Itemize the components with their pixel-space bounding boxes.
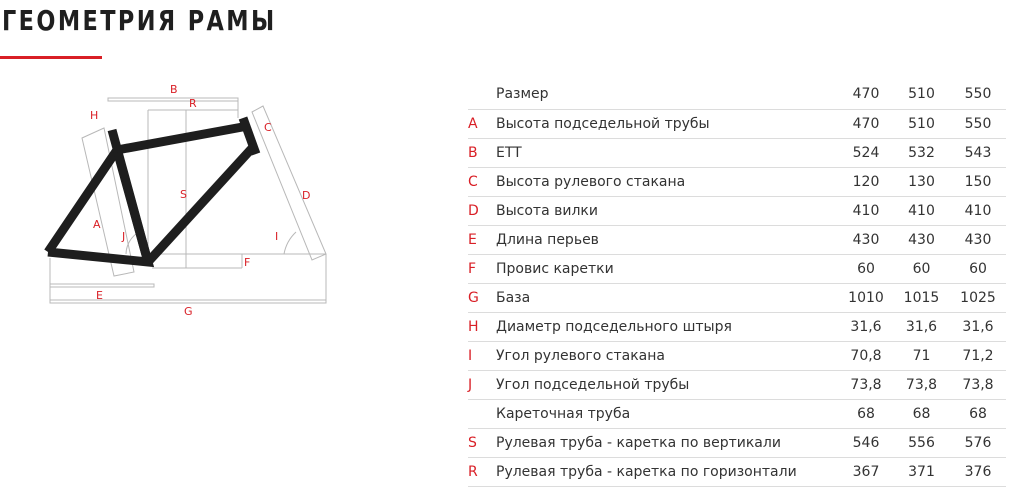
table-row: [468, 341, 1006, 370]
page-title: ГЕОМЕТРИЯ РАМЫ: [2, 4, 277, 37]
table-row: [468, 457, 1006, 486]
row-value-size-3: 376: [950, 457, 1006, 486]
table-row: [468, 312, 1006, 341]
row-value-size-3: 31,6: [950, 312, 1006, 341]
row-value-size-3: 150: [950, 167, 1006, 196]
row-value-size-1: 60: [839, 254, 893, 283]
title-underline: [0, 56, 102, 59]
row-value-size-1: 120: [839, 167, 893, 196]
row-value-size-3: 430: [950, 225, 1006, 254]
guide-lines: [50, 98, 326, 303]
table-row: [468, 109, 1006, 138]
table-row: [468, 399, 1006, 428]
row-value-size-2: 60: [893, 254, 950, 283]
label-r: R: [189, 97, 197, 110]
row-value-size-1: 73,8: [839, 370, 893, 399]
row-letter: [468, 399, 496, 428]
row-value-size-1: 410: [839, 196, 893, 225]
row-letter: F: [468, 254, 496, 283]
row-value-size-3: 410: [950, 196, 1006, 225]
row-letter: S: [468, 428, 496, 457]
row-value-size-2: 71: [893, 341, 950, 370]
row-letter: [468, 80, 496, 109]
row-value-size-2: 430: [893, 225, 950, 254]
geometry-table: [468, 80, 1006, 487]
label-g: G: [184, 305, 193, 318]
row-parameter: Кареточная труба: [496, 399, 839, 428]
row-value-size-2: 510: [893, 80, 950, 109]
row-value-size-3: 1025: [950, 283, 1006, 312]
label-a: A: [93, 218, 101, 231]
row-value-size-3: 73,8: [950, 370, 1006, 399]
row-value-size-2: 73,8: [893, 370, 950, 399]
row-value-size-3: 550: [950, 80, 1006, 109]
row-value-size-2: 1015: [893, 283, 950, 312]
table-row: [468, 283, 1006, 312]
row-parameter: Длина перьев: [496, 225, 839, 254]
row-value-size-2: 31,6: [893, 312, 950, 341]
row-parameter: Провис каретки: [496, 254, 839, 283]
label-i: I: [275, 230, 279, 243]
row-parameter: Высота рулевого стакана: [496, 167, 839, 196]
row-value-size-3: 60: [950, 254, 1006, 283]
row-parameter: Высота вилки: [496, 196, 839, 225]
row-parameter: Рулевая труба - каретка по горизонтали: [496, 457, 839, 486]
row-letter: G: [468, 283, 496, 312]
label-e: E: [96, 289, 103, 302]
row-value-size-3: 550: [950, 109, 1006, 138]
frame-tubes: [48, 118, 256, 262]
row-parameter: Диаметр подседельного штыря: [496, 312, 839, 341]
row-value-size-1: 68: [839, 399, 893, 428]
table-row: [468, 196, 1006, 225]
row-parameter: Угол подседельной трубы: [496, 370, 839, 399]
row-value-size-2: 410: [893, 196, 950, 225]
row-letter: C: [468, 167, 496, 196]
row-value-size-1: 31,6: [839, 312, 893, 341]
label-c: C: [264, 121, 272, 134]
row-letter: A: [468, 109, 496, 138]
row-value-size-2: 371: [893, 457, 950, 486]
geometry-table-body: [468, 80, 1006, 486]
frame-geometry-diagram: [30, 78, 340, 318]
row-value-size-2: 68: [893, 399, 950, 428]
table-row: [468, 428, 1006, 457]
row-letter: E: [468, 225, 496, 254]
row-value-size-2: 130: [893, 167, 950, 196]
label-s: S: [180, 188, 187, 201]
row-value-size-2: 556: [893, 428, 950, 457]
row-letter: R: [468, 457, 496, 486]
row-value-size-1: 367: [839, 457, 893, 486]
table-row: [468, 80, 1006, 109]
row-letter: B: [468, 138, 496, 167]
table-row: [468, 167, 1006, 196]
row-parameter: База: [496, 283, 839, 312]
label-h: H: [90, 109, 99, 122]
row-parameter: Рулевая труба - каретка по вертикали: [496, 428, 839, 457]
label-f: F: [244, 256, 251, 269]
row-parameter: Высота подседельной трубы: [496, 109, 839, 138]
table-row: [468, 254, 1006, 283]
row-value-size-2: 532: [893, 138, 950, 167]
row-parameter: ETT: [496, 138, 839, 167]
row-value-size-1: 430: [839, 225, 893, 254]
row-value-size-1: 470: [839, 109, 893, 138]
label-d: D: [302, 189, 311, 202]
row-value-size-1: 524: [839, 138, 893, 167]
row-value-size-3: 71,2: [950, 341, 1006, 370]
table-row: [468, 225, 1006, 254]
table-row: [468, 370, 1006, 399]
row-letter: H: [468, 312, 496, 341]
row-value-size-3: 543: [950, 138, 1006, 167]
row-value-size-1: 470: [839, 80, 893, 109]
label-j: J: [122, 230, 126, 243]
row-value-size-3: 68: [950, 399, 1006, 428]
row-value-size-1: 546: [839, 428, 893, 457]
row-letter: D: [468, 196, 496, 225]
row-value-size-3: 576: [950, 428, 1006, 457]
row-parameter: Размер: [496, 80, 839, 109]
row-letter: J: [468, 370, 496, 399]
row-value-size-1: 70,8: [839, 341, 893, 370]
row-parameter: Угол рулевого стакана: [496, 341, 839, 370]
row-value-size-2: 510: [893, 109, 950, 138]
row-letter: I: [468, 341, 496, 370]
row-value-size-1: 1010: [839, 283, 893, 312]
label-b: B: [170, 83, 178, 96]
table-row: [468, 138, 1006, 167]
